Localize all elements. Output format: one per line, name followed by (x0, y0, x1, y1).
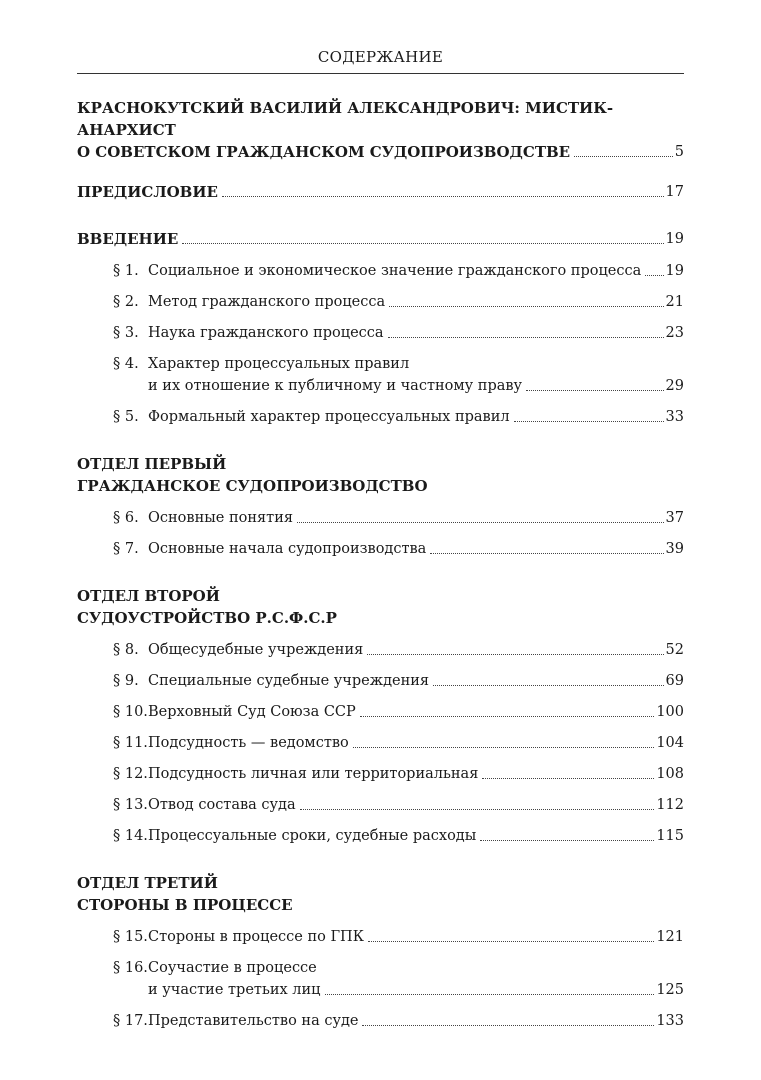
toc-item-s3[interactable] (77, 322, 684, 344)
item-number: § 8. (113, 642, 139, 658)
item-title: Общесудебные учреждения (148, 642, 364, 658)
page-number: 17 (665, 184, 684, 200)
intro-title-line-2: О СОВЕТСКОМ ГРАЖДАНСКОМ СУДОПРОИЗВОДСТВЕ (77, 143, 571, 161)
introduction-entry[interactable] (77, 228, 684, 250)
item-number: § 2. (113, 294, 139, 310)
toc-section-intro-article (77, 97, 684, 163)
dot-leader (300, 809, 655, 810)
item-title: Социальное и экономическое значение гражданского процесса (148, 263, 642, 279)
part-2-title: СУДОУСТРОЙСТВО Р.С.Ф.С.Р (77, 609, 337, 627)
item-number: § 16. (113, 960, 148, 976)
item-number: § 3. (113, 325, 139, 341)
toc-item-s15[interactable] (77, 926, 684, 948)
item-title: Специальные судебные учреждения (148, 673, 430, 689)
part-2-label: ОТДЕЛ ВТОРОЙ (77, 587, 220, 605)
dot-leader (367, 654, 663, 655)
dot-leader (368, 941, 654, 942)
toc-item-s12[interactable] (77, 763, 684, 785)
toc-item-s1[interactable] (77, 260, 684, 282)
toc-item-s14[interactable] (77, 825, 684, 847)
toc-item-s9[interactable] (77, 670, 684, 692)
item-number: § 6. (113, 510, 139, 526)
dot-leader (574, 156, 673, 157)
item-title: Метод гражданского процесса (148, 294, 386, 310)
page-number: 21 (665, 294, 684, 310)
item-number: § 4. (113, 356, 139, 372)
page-number: 23 (665, 325, 684, 341)
item-title: Наука гражданского процесса (148, 325, 384, 341)
item-number: § 1. (113, 263, 139, 279)
preface-title: ПРЕДИСЛОВИЕ (77, 183, 218, 201)
item-title-continued: и участие третьих лиц (148, 982, 321, 998)
item-number: § 10. (113, 704, 148, 720)
item-number: § 14. (113, 828, 148, 844)
toc-item-s8[interactable] (77, 639, 684, 661)
page-number: 5 (674, 144, 684, 160)
toc-section-preface (77, 181, 684, 203)
introduction-title: ВВЕДЕНИЕ (77, 230, 179, 248)
item-title: Отвод состава суда (148, 797, 296, 813)
item-number: § 9. (113, 673, 139, 689)
toc-item-s7[interactable] (77, 538, 684, 560)
item-title: Основные понятия (148, 510, 293, 526)
dot-leader (514, 421, 664, 422)
item-title: Верховный Суд Союза ССР (148, 704, 356, 720)
part-3-title: СТОРОНЫ В ПРОЦЕССЕ (77, 896, 293, 914)
page-number: 108 (656, 766, 684, 782)
toc-item-s17[interactable] (77, 1010, 684, 1032)
toc-item-s5[interactable] (77, 406, 684, 428)
dot-leader (526, 390, 663, 391)
intro-title-line-1: КРАСНОКУТСКИЙ ВАСИЛИЙ АЛЕКСАНДРОВИЧ: МИСТИК-АНАРХИСТ (77, 99, 614, 139)
page-number: 52 (665, 642, 684, 658)
item-number: § 12. (113, 766, 148, 782)
page-header: СОДЕРЖАНИЕ (77, 48, 684, 74)
item-title: Стороны в процессе по ГПК (148, 929, 364, 945)
toc-section-part-1 (77, 453, 684, 560)
dot-leader (389, 306, 663, 307)
item-title: Процессуальные сроки, судебные расходы (148, 828, 477, 844)
page-number: 69 (665, 673, 684, 689)
page-number: 121 (656, 929, 684, 945)
intro-title-line-2-entry[interactable] (77, 141, 684, 163)
item-title: Представительство на суде (148, 1013, 359, 1029)
dot-leader (222, 196, 664, 197)
item-title: Подсудность личная или территориальная (148, 766, 479, 782)
dot-leader (325, 994, 655, 995)
toc-section-part-2 (77, 585, 684, 847)
item-title-continued: и их отношение к публичному и частному праву (148, 378, 523, 394)
item-number: § 11. (113, 735, 148, 751)
dot-leader (182, 243, 663, 244)
page-number: 33 (665, 409, 684, 425)
page-number: 104 (656, 735, 684, 751)
page-number: 37 (665, 510, 684, 526)
page-number: 39 (665, 541, 684, 557)
item-title: Основные начала судопроизводства (148, 541, 427, 557)
toc-item-s2[interactable] (77, 291, 684, 313)
toc-item-s16[interactable] (77, 957, 684, 1001)
toc-item-s6[interactable] (77, 507, 684, 529)
toc-item-s4[interactable] (77, 353, 684, 397)
dot-leader (362, 1025, 654, 1026)
table-of-contents (77, 97, 684, 1057)
dot-leader (482, 778, 654, 779)
toc-section-part-3 (77, 872, 684, 1032)
item-title: Подсудность — ведомство (148, 735, 349, 751)
toc-item-s11[interactable] (77, 732, 684, 754)
toc-item-s10[interactable] (77, 701, 684, 723)
page-number: 112 (656, 797, 684, 813)
item-number: § 7. (113, 541, 139, 557)
page-number: 19 (665, 231, 684, 247)
dot-leader (360, 716, 655, 717)
dot-leader (645, 275, 663, 276)
item-number: § 5. (113, 409, 139, 425)
page-number: 133 (656, 1013, 684, 1029)
toc-section-introduction (77, 228, 684, 428)
page-number: 19 (665, 263, 684, 279)
part-1-label: ОТДЕЛ ПЕРВЫЙ (77, 455, 227, 473)
item-number: § 13. (113, 797, 148, 813)
item-number: § 17. (113, 1013, 148, 1029)
page-number: 115 (656, 828, 684, 844)
page-number: 29 (665, 378, 684, 394)
dot-leader (433, 685, 663, 686)
dot-leader (353, 747, 655, 748)
dot-leader (388, 337, 664, 338)
toc-item-s13[interactable] (77, 794, 684, 816)
preface-entry[interactable] (77, 181, 684, 203)
page-number: 125 (656, 982, 684, 998)
dot-leader (430, 553, 663, 554)
page-number: 100 (656, 704, 684, 720)
dot-leader (480, 840, 654, 841)
item-number: § 15. (113, 929, 148, 945)
item-title: Формальный характер процессуальных правил (148, 409, 510, 425)
part-3-label: ОТДЕЛ ТРЕТИЙ (77, 874, 218, 892)
item-title: Соучастие в процессе (148, 960, 317, 976)
dot-leader (297, 522, 664, 523)
item-title: Характер процессуальных правил (148, 356, 410, 372)
part-1-title: ГРАЖДАНСКОЕ СУДОПРОИЗВОДСТВО (77, 477, 428, 495)
